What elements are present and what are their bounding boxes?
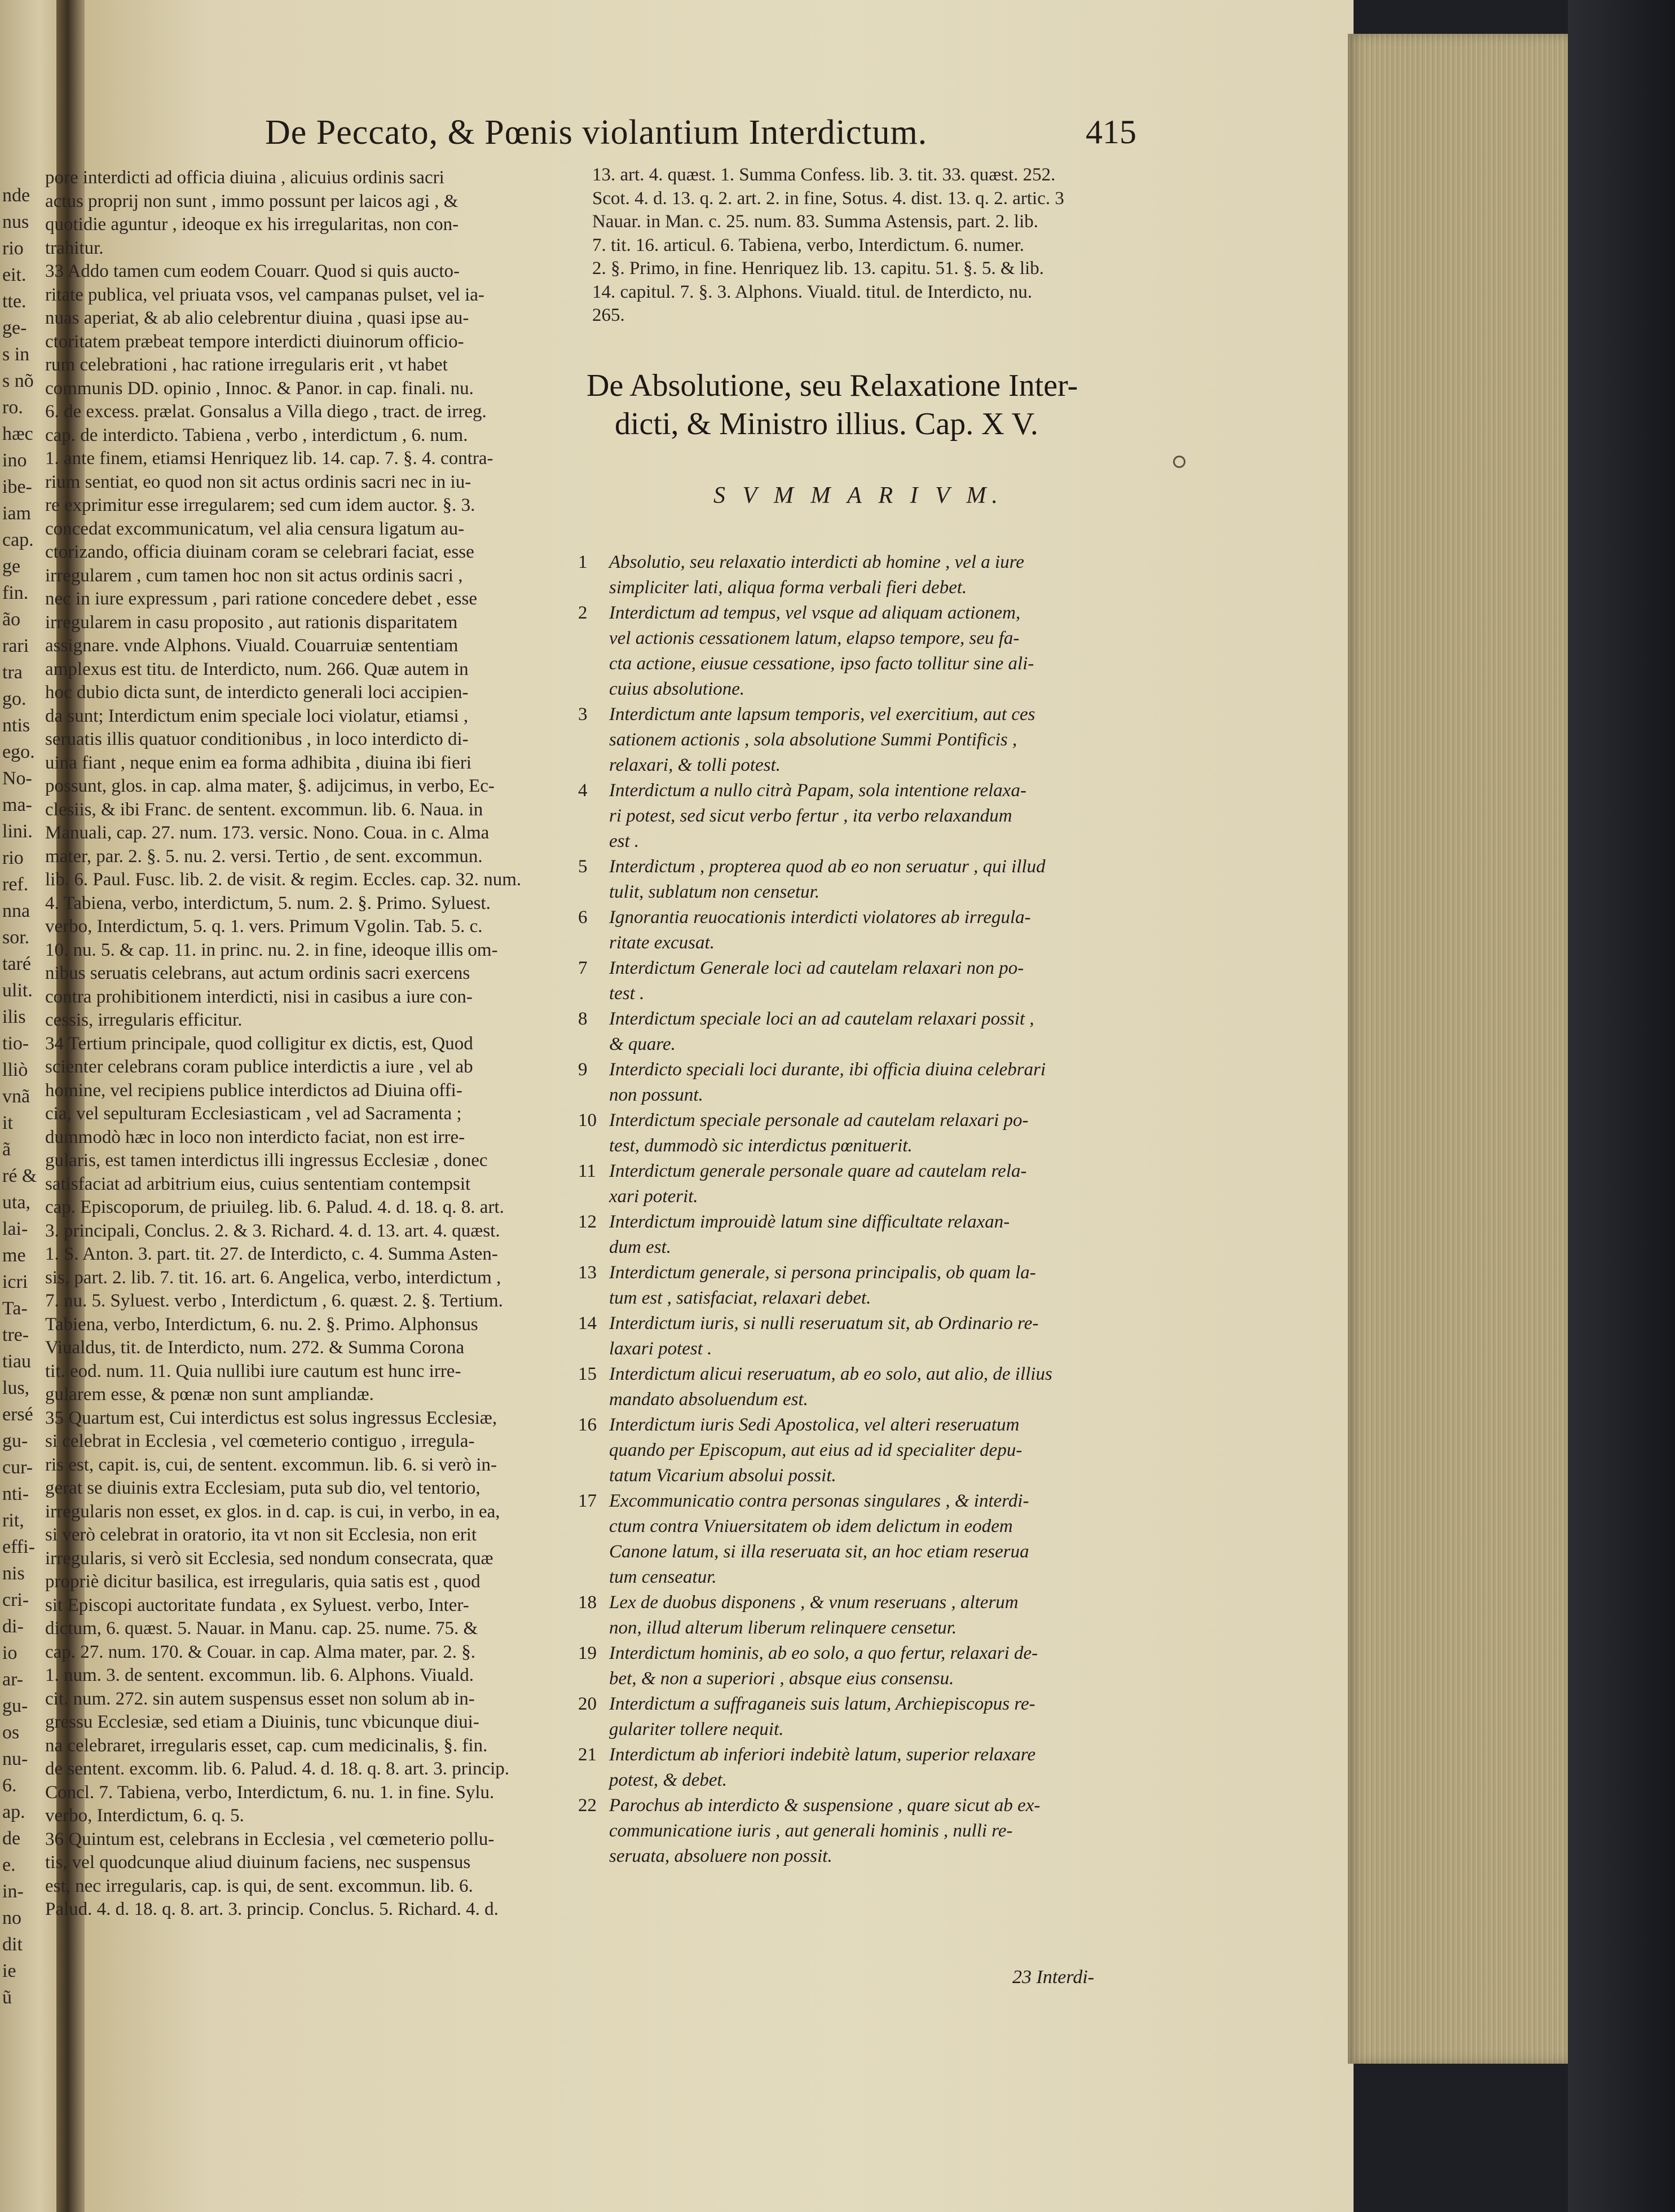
summary-item-line: Interdicto speciali loci durante, ibi officia diuina celebrari (609, 1059, 1046, 1080)
facing-page-text-fragment: ro. (2, 397, 23, 418)
summary-item-number: 20 (578, 1694, 597, 1714)
summary-item-number: 22 (578, 1795, 597, 1816)
summary-item (578, 1742, 1136, 1793)
text-line: concedat excommunicatum, vel alia censura ligatum au- (45, 518, 465, 539)
facing-page-text-fragment: ap. (2, 1802, 25, 1822)
facing-page-text-fragment: s nõ (2, 370, 34, 391)
facing-page-text-fragment: rit, (2, 1510, 24, 1531)
summary-item-text (609, 550, 1024, 601)
facing-page-text-fragment: ũ (2, 1987, 12, 2008)
summary-item (578, 905, 1136, 956)
summary-item-text (609, 1641, 1038, 1692)
summary-item-text (609, 1362, 1052, 1412)
facing-page-text-fragment: ego. (2, 741, 35, 762)
summary-item (578, 1489, 1136, 1590)
text-line: Nauar. in Man. c. 25. num. 83. Summa Astensis, part. 2. lib. (592, 211, 1039, 232)
facing-page-text-fragment: tre- (2, 1324, 29, 1345)
chapter-title (587, 367, 1078, 443)
text-line: 1. ante finem, etiamsi Henriquez lib. 14. cap. 7. §. 4. contra- (45, 448, 493, 469)
text-line: sis, part. 2. lib. 7. tit. 16. art. 6. Angelica, verbo, interdictum , (45, 1267, 501, 1288)
text-line: 14. capitul. 7. §. 3. Alphons. Viuald. titul. de Interdicto, nu. (592, 281, 1033, 302)
facing-page-text-fragment: rio (2, 847, 24, 868)
facing-page-text-fragment: lliò (2, 1059, 28, 1080)
text-line: si verò celebrat in oratorio, ita vt non sit Ecclesia, non erit (45, 1525, 477, 1545)
facing-page-text-fragment: s in (2, 344, 30, 365)
text-line: amplexus est titu. de Interdicto, num. 266. Quæ autem in (45, 659, 469, 679)
text-line: uina fiant , neque enim ea forma adhibita , diuina ibi fieri (45, 752, 471, 773)
summary-item-text (609, 1006, 1034, 1057)
text-line: cia, vel sepulturam Ecclesiasticam , vel ad Sacramenta ; (45, 1103, 462, 1124)
facing-page-text-fragment: lai- (2, 1218, 28, 1239)
summary-item-line: Interdictum iuris Sedi Apostolica, vel alteri reseruatum (609, 1415, 1020, 1435)
summary-item-text (609, 778, 1026, 854)
facing-page-text-fragment: nde (2, 185, 30, 206)
summary-item-text (609, 854, 1046, 905)
facing-page-text-fragment: lus, (2, 1377, 30, 1398)
facing-page-text-fragment: gu- (2, 1430, 28, 1451)
text-line: 1. S. Anton. 3. part. tit. 27. de Interdicto, c. 4. Summa Asten- (45, 1244, 498, 1264)
summary-item-line: Interdictum , propterea quod ab eo non seruatur , qui illud (609, 856, 1046, 877)
summary-item-line: seruata, absoluere non possit. (609, 1846, 832, 1866)
summary-item-text (609, 1311, 1038, 1362)
summary-item-line: quando per Episcopum, aut eius ad id specialiter depu- (609, 1440, 1022, 1460)
summary-item-line: simpliciter lati, aliqua forma verbali fieri debet. (609, 577, 967, 598)
summary-item-number: 13 (578, 1262, 597, 1283)
text-line: communis DD. opinio , Innoc. & Panor. in cap. finali. nu. (45, 378, 474, 399)
facing-page-text-fragment: rari (2, 635, 29, 656)
summary-item-number: 17 (578, 1491, 597, 1511)
text-line: gressu Ecclesiæ, sed etiam a Diuinis, tunc vbicunque diui- (45, 1712, 479, 1732)
text-line: assignare. vnde Alphons. Viuald. Couarruiæ sententiam (45, 635, 459, 656)
facing-page-text-fragment: nna (2, 900, 30, 921)
summary-item-number: 14 (578, 1313, 597, 1334)
summary-item-line: Interdictum iuris, si nulli reseruatum sit, ab Ordinario re- (609, 1313, 1039, 1334)
text-line: pore interdicti ad officia diuina , alicuius ordinis sacri (45, 167, 444, 188)
summary-item-line: Interdictum speciale personale ad cautelam relaxari po- (609, 1110, 1029, 1131)
summary-item-number: 19 (578, 1643, 597, 1663)
summary-item-number: 18 (578, 1592, 597, 1613)
facing-page-text-fragment: vnã (2, 1086, 30, 1107)
text-line: Scot. 4. d. 13. q. 2. art. 2. in fine, Sotus. 4. dist. 13. q. 2. artic. 3 (592, 188, 1064, 209)
summary-item (578, 1412, 1136, 1489)
facing-page-text-fragment: nu- (2, 1749, 28, 1769)
summary-item-text (609, 1489, 1029, 1590)
summary-item (578, 1793, 1136, 1869)
summary-item (578, 601, 1136, 702)
text-line: 10. nu. 5. & cap. 11. in princ. nu. 2. in fine, ideoque illis om- (45, 939, 498, 960)
facing-page-text-fragment: no (2, 1908, 21, 1928)
text-line: hoc dubio dicta sunt, de interdicto generali loci accipien- (45, 682, 469, 703)
summary-item-number: 5 (578, 856, 588, 877)
facing-page-text-fragment: icri (2, 1271, 28, 1292)
summary-item-text (609, 1108, 1029, 1159)
facing-page-text-fragment: hæc (2, 423, 33, 444)
summary-item-line: Interdictum Generale loci ad cautelam relaxari non po- (609, 958, 1024, 978)
summary-item (578, 1692, 1136, 1742)
facing-page-text-fragment: ino (2, 450, 27, 471)
facing-page-text-fragment: nti- (2, 1484, 29, 1504)
facing-page-text-fragment: ilis (2, 1006, 26, 1027)
summary-item-text (609, 956, 1024, 1006)
facing-page-text-fragment: eit. (2, 264, 27, 285)
facing-page-text-fragment: tte. (2, 291, 27, 312)
summary-item-line: ritate excusat. (609, 933, 715, 953)
summary-item-line: vel actionis cessationem latum, elapso tempore, seu fa- (609, 628, 1020, 648)
text-line: na celebraret, irregularis esset, cap. cum medicinalis, §. fin. (45, 1735, 488, 1756)
summary-item-line: bet, & non a superiori , absque eius consensu. (609, 1668, 954, 1689)
facing-page-text-fragment: di- (2, 1616, 24, 1637)
summary-item-line: Interdictum alicui reseruatum, ab eo solo, aut alio, de illius (609, 1364, 1052, 1384)
facing-page-text-fragment: ersé (2, 1404, 33, 1425)
text-line: verbo, Interdictum, 6. q. 5. (45, 1805, 244, 1826)
text-line: 36 Quintum est, celebrans in Ecclesia , vel cœmeterio pollu- (45, 1829, 495, 1849)
summary-item-line: Interdictum generale personale quare ad cautelam rela- (609, 1161, 1027, 1181)
text-line: 265. (592, 305, 625, 325)
facing-page-text-fragment: sor. (2, 927, 30, 948)
chapter-title-line: De Absolutione, seu Relaxatione Inter- (587, 368, 1078, 403)
facing-page-text-fragment: me (2, 1245, 26, 1266)
summary-item-line: potest, & debet. (609, 1770, 727, 1790)
text-line: cap. Episcoporum, de priuileg. lib. 6. Palud. 4. d. 18. q. 8. art. (45, 1197, 504, 1217)
summary-item-number: 6 (578, 907, 588, 928)
facing-page-text-fragment: nus (2, 211, 29, 232)
text-line: quotidie aguntur , ideoque ex his irregularitas, non con- (45, 214, 459, 235)
facing-page-text-fragment: ulit. (2, 980, 33, 1001)
facing-page-text-fragment: gu- (2, 1696, 28, 1716)
summary-item-line: tum censeatur. (609, 1567, 717, 1587)
summary-item-text (609, 1412, 1022, 1489)
text-line: cap. 27. num. 170. & Couar. in cap. Alma mater, par. 2. §. (45, 1641, 476, 1662)
summary-item (578, 778, 1136, 854)
text-line: Manuali, cap. 27. num. 173. versic. Nono. Coua. in c. Alma (45, 823, 490, 843)
summary-item (578, 1159, 1136, 1209)
facing-page-text-fragment: in- (2, 1881, 24, 1902)
summary-item-line: sationem actionis , sola absolutione Summi Pontificis , (609, 730, 1017, 750)
facing-page-text-fragment: ma- (2, 794, 32, 815)
summary-item (578, 1260, 1136, 1311)
facing-page-text-fragment: ntis (2, 715, 30, 736)
text-line: 6. de excess. prælat. Gonsalus a Villa diego , tract. de irreg. (45, 401, 487, 422)
summary-item-text (609, 1057, 1046, 1108)
text-line: dummodò hæc in loco non interdicto faciat, non est irre- (45, 1127, 465, 1147)
facing-page-text-fragment: Ta- (2, 1298, 28, 1319)
facing-page-text-fragment: nis (2, 1563, 25, 1584)
facing-page-text-fragment: tio- (2, 1033, 29, 1054)
facing-page-text-fragment: ar- (2, 1669, 24, 1690)
text-line: verbo, Interdictum, 5. q. 1. vers. Primum Vgolin. Tab. 5. c. (45, 916, 483, 937)
summary-item-line: Interdictum improuidè latum sine difficultate relaxan- (609, 1212, 1010, 1232)
text-line: gularis, est tamen interdictus illi ingressus Ecclesiæ , donec (45, 1150, 488, 1171)
text-line: irregularem , cum tamen hoc non sit actus ordinis sacri , (45, 565, 463, 586)
summary-item-text (609, 702, 1035, 778)
facing-page-text-fragment: tra (2, 662, 23, 683)
summary-item-number: 8 (578, 1009, 588, 1029)
text-line: tit. eod. num. 11. Quia nullibi iure cautum est hunc irre- (45, 1361, 461, 1381)
summary-item-line: Interdictum ante lapsum temporis, vel exercitium, aut ces (609, 704, 1035, 725)
summary-item-line: Interdictum a suffraganeis suis latum, Archiepiscopus re- (609, 1694, 1035, 1714)
summary-item-line: cuius absolutione. (609, 679, 745, 699)
text-line: ctoritatem præbeat tempore interdicti diuinorum officio- (45, 331, 464, 352)
text-line: clesiis, & ibi Franc. de sentent. excommun. lib. 6. Naua. in (45, 799, 483, 820)
summary-item-number: 7 (578, 958, 588, 978)
summary-item-line: Lex de duobus disponens , & vnum reseruans , alterum (609, 1592, 1019, 1613)
summary-item-line: test, dummodò sic interdictus pœnituerit. (609, 1136, 913, 1156)
summary-item-line: relaxari, & tolli potest. (609, 755, 781, 775)
text-line: 13. art. 4. quæst. 1. Summa Confess. lib. 3. tit. 33. quæst. 252. (592, 165, 1056, 185)
summary-item-line: Interdictum a nullo citrà Papam, sola intentione relaxa- (609, 780, 1026, 801)
summary-item-line: communicatione iuris , aut generali hominis , nulli re- (609, 1821, 1013, 1841)
text-line: Tabiena, verbo, Interdictum, 6. nu. 2. §. Primo. Alphonsus (45, 1314, 478, 1335)
text-line: rium sentiat, eo quod non sit actus ordinis sacri nec in iu- (45, 471, 471, 492)
text-line: scienter celebrans coram publice interdictis a iure , vel ab (45, 1057, 473, 1077)
facing-page-text-fragment: io (2, 1643, 17, 1663)
facing-page-text-fragment: de (2, 1828, 21, 1849)
summary-item-line: laxari potest . (609, 1339, 712, 1359)
facing-page-text-fragment: go. (2, 688, 27, 709)
chapter-title-line: dicti, & Ministro illius. Cap. X V. (615, 407, 1038, 441)
summary-item-number: 9 (578, 1059, 588, 1080)
summary-item-line: dum est. (609, 1237, 671, 1257)
text-line: cap. de interdicto. Tabiena , verbo , interdictum , 6. num. (45, 425, 468, 445)
summary-item-number: 21 (578, 1745, 597, 1765)
left-text-column (45, 166, 575, 1922)
summary-item-line: & quare. (609, 1034, 676, 1054)
summary-item (578, 1209, 1136, 1260)
facing-page-text-fragment: ibe- (2, 476, 32, 497)
summary-item-line: est . (609, 831, 640, 851)
summary-item-line: tulit, sublatum non censetur. (609, 882, 820, 902)
summary-item (578, 702, 1136, 778)
summary-item-line: Ignorantia reuocationis interdicti violatores ab irregula- (609, 907, 1031, 928)
text-line: irregularis non esset, ex glos. in d. cap. is cui, in verbo, in ea, (45, 1501, 500, 1522)
facing-page-text-fragment: No- (2, 768, 32, 789)
summary-item-text (609, 1590, 1019, 1641)
text-line: ctorizando, officia diuinam coram se celebrari faciat, esse (45, 542, 474, 562)
summary-item-line: Interdictum speciale loci an ad cautelam relaxari possit , (609, 1009, 1034, 1029)
summary-item-text (609, 1209, 1010, 1260)
summary-item-text (609, 905, 1031, 956)
summary-item-text (609, 1692, 1035, 1742)
text-line: contra prohibitionem interdicti, nisi in casibus a iure con- (45, 986, 473, 1007)
facing-page-text-fragment: uta, (2, 1192, 31, 1213)
summary-item-number: 4 (578, 780, 588, 801)
summary-item (578, 550, 1136, 601)
summary-item-text (609, 1260, 1036, 1311)
text-line: da sunt; Interdictum enim speciale loci violatur, etiamsi , (45, 705, 469, 726)
text-line: tis, vel quodcunque aliud diuinum faciens, nec suspensus (45, 1852, 471, 1873)
facing-page-text-fragment: 6. (2, 1775, 17, 1796)
text-line: satisfaciat ad arbitrium eius, cuius sententiam contempsit (45, 1173, 471, 1194)
summary-item-line: non possunt. (609, 1085, 703, 1105)
text-line: ris est, capit. is, cui, de sentent. excommun. lib. 6. si verò in- (45, 1454, 497, 1475)
text-line: est, nec irregularis, cap. is qui, de sent. excommun. lib. 6. (45, 1875, 473, 1896)
facing-page-text-fragment: lini. (2, 821, 33, 842)
text-line: nec in iure expressum , pari ratione concedere debet , esse (45, 589, 477, 609)
text-line: mater, par. 2. §. 5. nu. 2. versi. Tertio , de sent. excommun. (45, 846, 483, 867)
summary-item-number: 2 (578, 603, 588, 623)
facing-page-text-fragment: iam (2, 503, 31, 524)
summary-item-line: non, illud alterum liberum relinquere censetur. (609, 1618, 957, 1638)
text-line: lib. 6. Paul. Fusc. lib. 2. de visit. & regim. Eccles. cap. 32. num. (45, 869, 522, 890)
summary-item-line: gulariter tollere nequit. (609, 1719, 784, 1739)
book-cover (1568, 0, 1675, 2212)
facing-page-text-fragment: tiau (2, 1351, 31, 1372)
summary-item-number: 3 (578, 704, 588, 725)
text-line: 7. tit. 16. articul. 6. Tabiena, verbo, Interdictum. 6. numer. (592, 235, 1024, 255)
summary-item-line: Excommunicatio contra personas singulares , & interdi- (609, 1491, 1029, 1511)
summary-item-text (609, 1742, 1035, 1793)
facing-page-text-fragment: ão (2, 609, 21, 630)
summarium-heading: S V M M A R I V M. (713, 483, 1004, 509)
text-line: nibus seruatis celebrans, aut actum ordinis sacri exercens (45, 963, 470, 983)
text-line: 1. num. 3. de sentent. excommun. lib. 6. Alphons. Viuald. (45, 1665, 474, 1685)
text-line: trahitur. (45, 237, 104, 258)
text-line: 2. §. Primo, in fine. Henriquez lib. 13. capitu. 51. §. 5. & lib. (592, 258, 1044, 279)
summary-item (578, 1311, 1136, 1362)
facing-page-text-fragment: it (2, 1112, 13, 1133)
summary-item-text (609, 1793, 1040, 1869)
summary-item-line: Interdictum generale, si persona principalis, ob quam la- (609, 1262, 1036, 1283)
facing-page-text-fragment: ã (2, 1139, 11, 1160)
text-line: nuas aperiat, & ab alio celebrentur diuina , quasi ipse au- (45, 308, 469, 328)
facing-page-text-fragment: ge- (2, 317, 27, 338)
text-line: Concl. 7. Tabiena, verbo, Interdictum, 6. nu. 1. in fine. Sylu. (45, 1782, 495, 1803)
facing-page-text-fragment: ie (2, 1961, 16, 1981)
text-line: cessis, irregularis efficitur. (45, 1010, 243, 1030)
text-line: re exprimitur esse irregularem; sed cum idem auctor. §. 3. (45, 495, 475, 515)
summary-item-line: Interdictum ad tempus, vel vsque ad aliquam actionem, (609, 603, 1021, 623)
summary-item (578, 956, 1136, 1006)
running-head: De Peccato, & Pœnis violantium Interdictum. (265, 113, 928, 152)
text-line: gerat se diuinis extra Ecclesiam, puta sub dio, vel tentorio, (45, 1478, 481, 1498)
facing-page-text-fragment: ref. (2, 874, 29, 895)
summary-item (578, 854, 1136, 905)
text-line: 3. principali, Conclus. 2. & 3. Richard. 4. d. 13. art. 4. quæst. (45, 1220, 500, 1241)
summary-item-line: mandato absoluendum est. (609, 1389, 808, 1410)
catchword: 23 Interdi- (1012, 1967, 1095, 1988)
summary-item (578, 1057, 1136, 1108)
facing-page-text-fragment: ré & (2, 1165, 37, 1186)
facing-page-text-fragment: cap. (2, 529, 34, 550)
text-line: homine, vel recipiens publice interdictos ad Diuina offi- (45, 1080, 462, 1101)
text-line: Viualdus, tit. de Interdicto, num. 272. & Summa Corona (45, 1337, 465, 1358)
summary-item (578, 1362, 1136, 1412)
text-line: gularem esse, & pœnæ non sunt ampliandæ. (45, 1384, 374, 1405)
summary-item-line: Interdictum hominis, ab eo solo, a quo fertur, relaxari de- (609, 1643, 1038, 1663)
text-line: 35 Quartum est, Cui interdictus est solus ingressus Ecclesiæ, (45, 1407, 497, 1428)
text-line: 34 Tertium principale, quod colligitur ex dictis, est, Quod (45, 1033, 473, 1054)
text-line: actus proprij non sunt , immo possunt per laicos agi , & (45, 191, 459, 211)
facing-page-text-fragment: e. (2, 1855, 16, 1875)
text-line: propriè dicitur basilica, est irregularis, quia satis est , quod (45, 1571, 481, 1592)
summary-item-number: 15 (578, 1364, 597, 1384)
facing-page-text-fragment: cri- (2, 1590, 29, 1610)
summary-item-line: ri potest, sed sicut verbo fertur , ita verbo relaxandum (609, 806, 1012, 826)
facing-page-text-fragment: cur- (2, 1457, 33, 1478)
summary-item (578, 1590, 1136, 1641)
facing-page-text-fragment: dit (2, 1934, 23, 1955)
summary-item-line: tum est , satisfaciat, relaxari debet. (609, 1288, 871, 1308)
page-edges (1348, 34, 1568, 2064)
text-line: irregularem in casu proposito , aut rationis disparitatem (45, 612, 458, 633)
summary-item-number: 10 (578, 1110, 597, 1131)
text-line: ritate publica, vel priuata vsos, vel campanas pulset, vel ia- (45, 284, 484, 305)
summary-item-line: Canone latum, si illa reseruata sit, an hoc etiam reserua (609, 1542, 1029, 1562)
text-line: possunt, glos. in cap. alma mater, §. adijcimus, in verbo, Ec- (45, 776, 495, 796)
text-line: dictum, 6. quæst. 5. Nauar. in Manu. cap. 25. nume. 75. & (45, 1618, 478, 1639)
text-line: 7. nu. 5. Syluest. verbo , Interdictum , 6. quæst. 2. §. Tertium. (45, 1291, 503, 1311)
text-line: de sentent. excomm. lib. 6. Palud. 4. d. 18. q. 8. art. 3. princip. (45, 1759, 510, 1779)
text-line: rum celebrationi , hac ratione irregularis erit , vt habet (45, 355, 448, 375)
summary-item (578, 1108, 1136, 1159)
text-line: irregularis, si verò sit Ecclesia, sed nondum consecrata, quæ (45, 1548, 493, 1569)
text-line: cit. num. 272. sin autem suspensus esset non solum ab in- (45, 1688, 475, 1709)
summary-item-line: ctum contra Vniuersitatem ob idem delictum in eodem (609, 1516, 1013, 1537)
summary-item-line: Absolutio, seu relaxatio interdicti ab homine , vel a iure (609, 552, 1024, 572)
text-line: seruatis illis quatuor conditionibus , in loco interdicto di- (45, 729, 469, 749)
facing-page-text-fragment: effi- (2, 1537, 35, 1557)
page-number: 415 (1086, 113, 1136, 151)
facing-page-text-fragment: taré (2, 953, 31, 974)
text-line: sit Episcopi auctoritate fundata , ex Syluest. verbo, Inter- (45, 1595, 469, 1615)
summary-item-line: tatum Vicarium absolui possit. (609, 1465, 836, 1486)
summary-item-line: cta actione, eiusue cessatione, ipso facto tollitur sine ali- (609, 654, 1034, 674)
summary-item-line: test . (609, 983, 645, 1004)
summary-item-number: 16 (578, 1415, 597, 1435)
right-text-column-top (592, 164, 1134, 328)
circle-mark (1173, 456, 1185, 468)
text-line: Palud. 4. d. 18. q. 8. art. 3. princip. Conclus. 5. Richard. 4. d. (45, 1899, 499, 1919)
summary-item-text (609, 601, 1034, 702)
summary-item-line: xari poterit. (609, 1186, 698, 1207)
facing-page-text-fragment: os (2, 1722, 20, 1743)
summary-item (578, 1641, 1136, 1692)
summary-item-line: Parochus ab interdicto & suspensione , quare sicut ab ex- (609, 1795, 1041, 1816)
summary-item-number: 12 (578, 1212, 597, 1232)
text-line: 33 Addo tamen cum eodem Couarr. Quod si quis aucto- (45, 261, 460, 281)
summary-list (578, 550, 1136, 1869)
facing-page-text-fragment: ge (2, 556, 21, 577)
summary-item (578, 1006, 1136, 1057)
text-line: 4. Tabiena, verbo, interdictum, 5. num. 2. §. Primo. Syluest. (45, 893, 491, 913)
summary-item-number: 1 (578, 552, 588, 572)
facing-page-text-fragment: rio (2, 238, 24, 259)
facing-page-text-fragment: fin. (2, 582, 29, 603)
summary-item-text (609, 1159, 1027, 1209)
summary-item-number: 11 (578, 1161, 596, 1181)
text-line: si celebrat in Ecclesia , vel cœmeterio contiguo , irregula- (45, 1431, 475, 1451)
summary-item-line: Interdictum ab inferiori indebitè latum, superior relaxare (609, 1745, 1036, 1765)
